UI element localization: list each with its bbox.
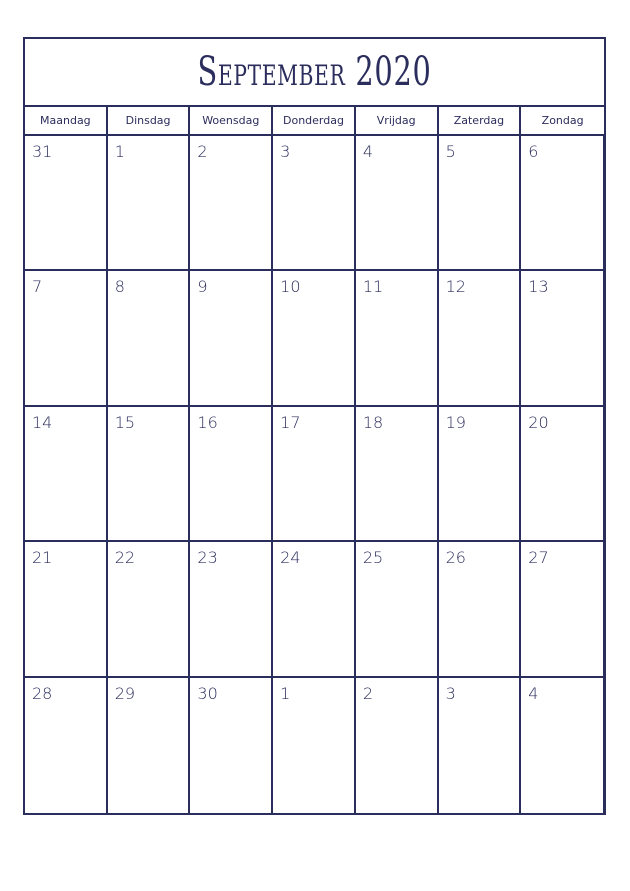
- weekday-saturday: Zaterdag: [439, 107, 522, 134]
- day-number: 27: [528, 548, 549, 568]
- day-number: 13: [528, 277, 549, 297]
- weekday-thursday: Donderdag: [273, 107, 356, 134]
- day-number: 9: [197, 277, 208, 297]
- day-number: 25: [362, 548, 384, 568]
- day-number: 6: [528, 142, 539, 161]
- weekday-sunday: Zondag: [541, 114, 584, 127]
- weekday-monday: Maandag: [25, 107, 108, 134]
- day-cell[interactable]: [273, 136, 356, 271]
- calendar: [23, 37, 606, 815]
- day-cell[interactable]: [521, 407, 604, 542]
- day-cell[interactable]: [356, 271, 439, 406]
- day-cell[interactable]: [273, 271, 356, 406]
- day-number: 4: [362, 142, 374, 161]
- day-number: 24: [280, 548, 301, 568]
- day-cell[interactable]: [273, 678, 356, 813]
- day-cell[interactable]: [356, 678, 439, 813]
- day-number: 10: [280, 277, 301, 297]
- day-cell[interactable]: [521, 136, 604, 271]
- day-number: 11: [362, 277, 384, 297]
- day-number: 28: [32, 683, 53, 703]
- day-cell[interactable]: [439, 678, 522, 813]
- day-cell[interactable]: [108, 678, 191, 813]
- day-cell[interactable]: [273, 407, 356, 542]
- day-cell[interactable]: [25, 678, 108, 813]
- day-number: 17: [280, 412, 301, 432]
- day-number: 20: [528, 412, 549, 432]
- day-cell[interactable]: [439, 542, 522, 677]
- day-cell[interactable]: [356, 542, 439, 677]
- calendar-grid: [25, 136, 604, 813]
- day-cell[interactable]: [356, 407, 439, 542]
- day-number: 30: [197, 683, 218, 703]
- day-number: 31: [32, 142, 53, 161]
- day-cell[interactable]: [521, 542, 604, 677]
- day-cell[interactable]: [25, 542, 108, 677]
- weekday-wednesday: Woensdag: [190, 107, 273, 134]
- day-number: 26: [445, 548, 466, 568]
- day-number: 23: [197, 548, 218, 568]
- day-cell[interactable]: [108, 407, 191, 542]
- day-number: 2: [362, 683, 374, 703]
- day-cell[interactable]: [190, 136, 273, 271]
- day-number: 12: [445, 277, 466, 297]
- day-number: 7: [32, 277, 43, 297]
- day-cell[interactable]: [190, 271, 273, 406]
- day-cell[interactable]: [439, 271, 522, 406]
- day-number: 16: [197, 412, 218, 432]
- day-number: 14: [32, 412, 53, 432]
- calendar-header: [25, 39, 604, 107]
- weekday-tuesday: Dinsdag: [108, 107, 191, 134]
- day-cell[interactable]: [108, 136, 191, 271]
- day-number: 29: [114, 683, 136, 703]
- day-number: 21: [32, 548, 53, 568]
- day-cell[interactable]: [25, 271, 108, 406]
- day-cell[interactable]: [190, 407, 273, 542]
- day-cell[interactable]: [439, 136, 522, 271]
- day-number: 1: [280, 683, 291, 703]
- day-number: 2: [197, 142, 208, 161]
- day-number: 22: [114, 548, 136, 568]
- day-number: 5: [445, 142, 456, 161]
- day-number: 3: [445, 683, 456, 703]
- day-number: 8: [114, 277, 125, 297]
- day-number: 15: [114, 412, 136, 432]
- day-number: 4: [528, 683, 539, 703]
- day-number: 3: [280, 142, 291, 161]
- day-cell[interactable]: [108, 542, 191, 677]
- day-cell[interactable]: [190, 678, 273, 813]
- day-number: 19: [445, 412, 466, 432]
- day-cell[interactable]: [521, 271, 604, 406]
- day-cell[interactable]: [439, 407, 522, 542]
- calendar-title: September 2020: [197, 49, 432, 95]
- day-cell[interactable]: [25, 136, 108, 271]
- day-cell[interactable]: [521, 678, 604, 813]
- day-cell[interactable]: [108, 271, 191, 406]
- day-cell[interactable]: [356, 136, 439, 271]
- day-number: 18: [362, 412, 384, 432]
- day-number: 1: [114, 142, 125, 161]
- day-cell[interactable]: [190, 542, 273, 677]
- day-cell[interactable]: [25, 407, 108, 542]
- weekday-header-row: [25, 107, 604, 136]
- weekday-friday: Vrijdag: [356, 107, 439, 134]
- day-cell[interactable]: [273, 542, 356, 677]
